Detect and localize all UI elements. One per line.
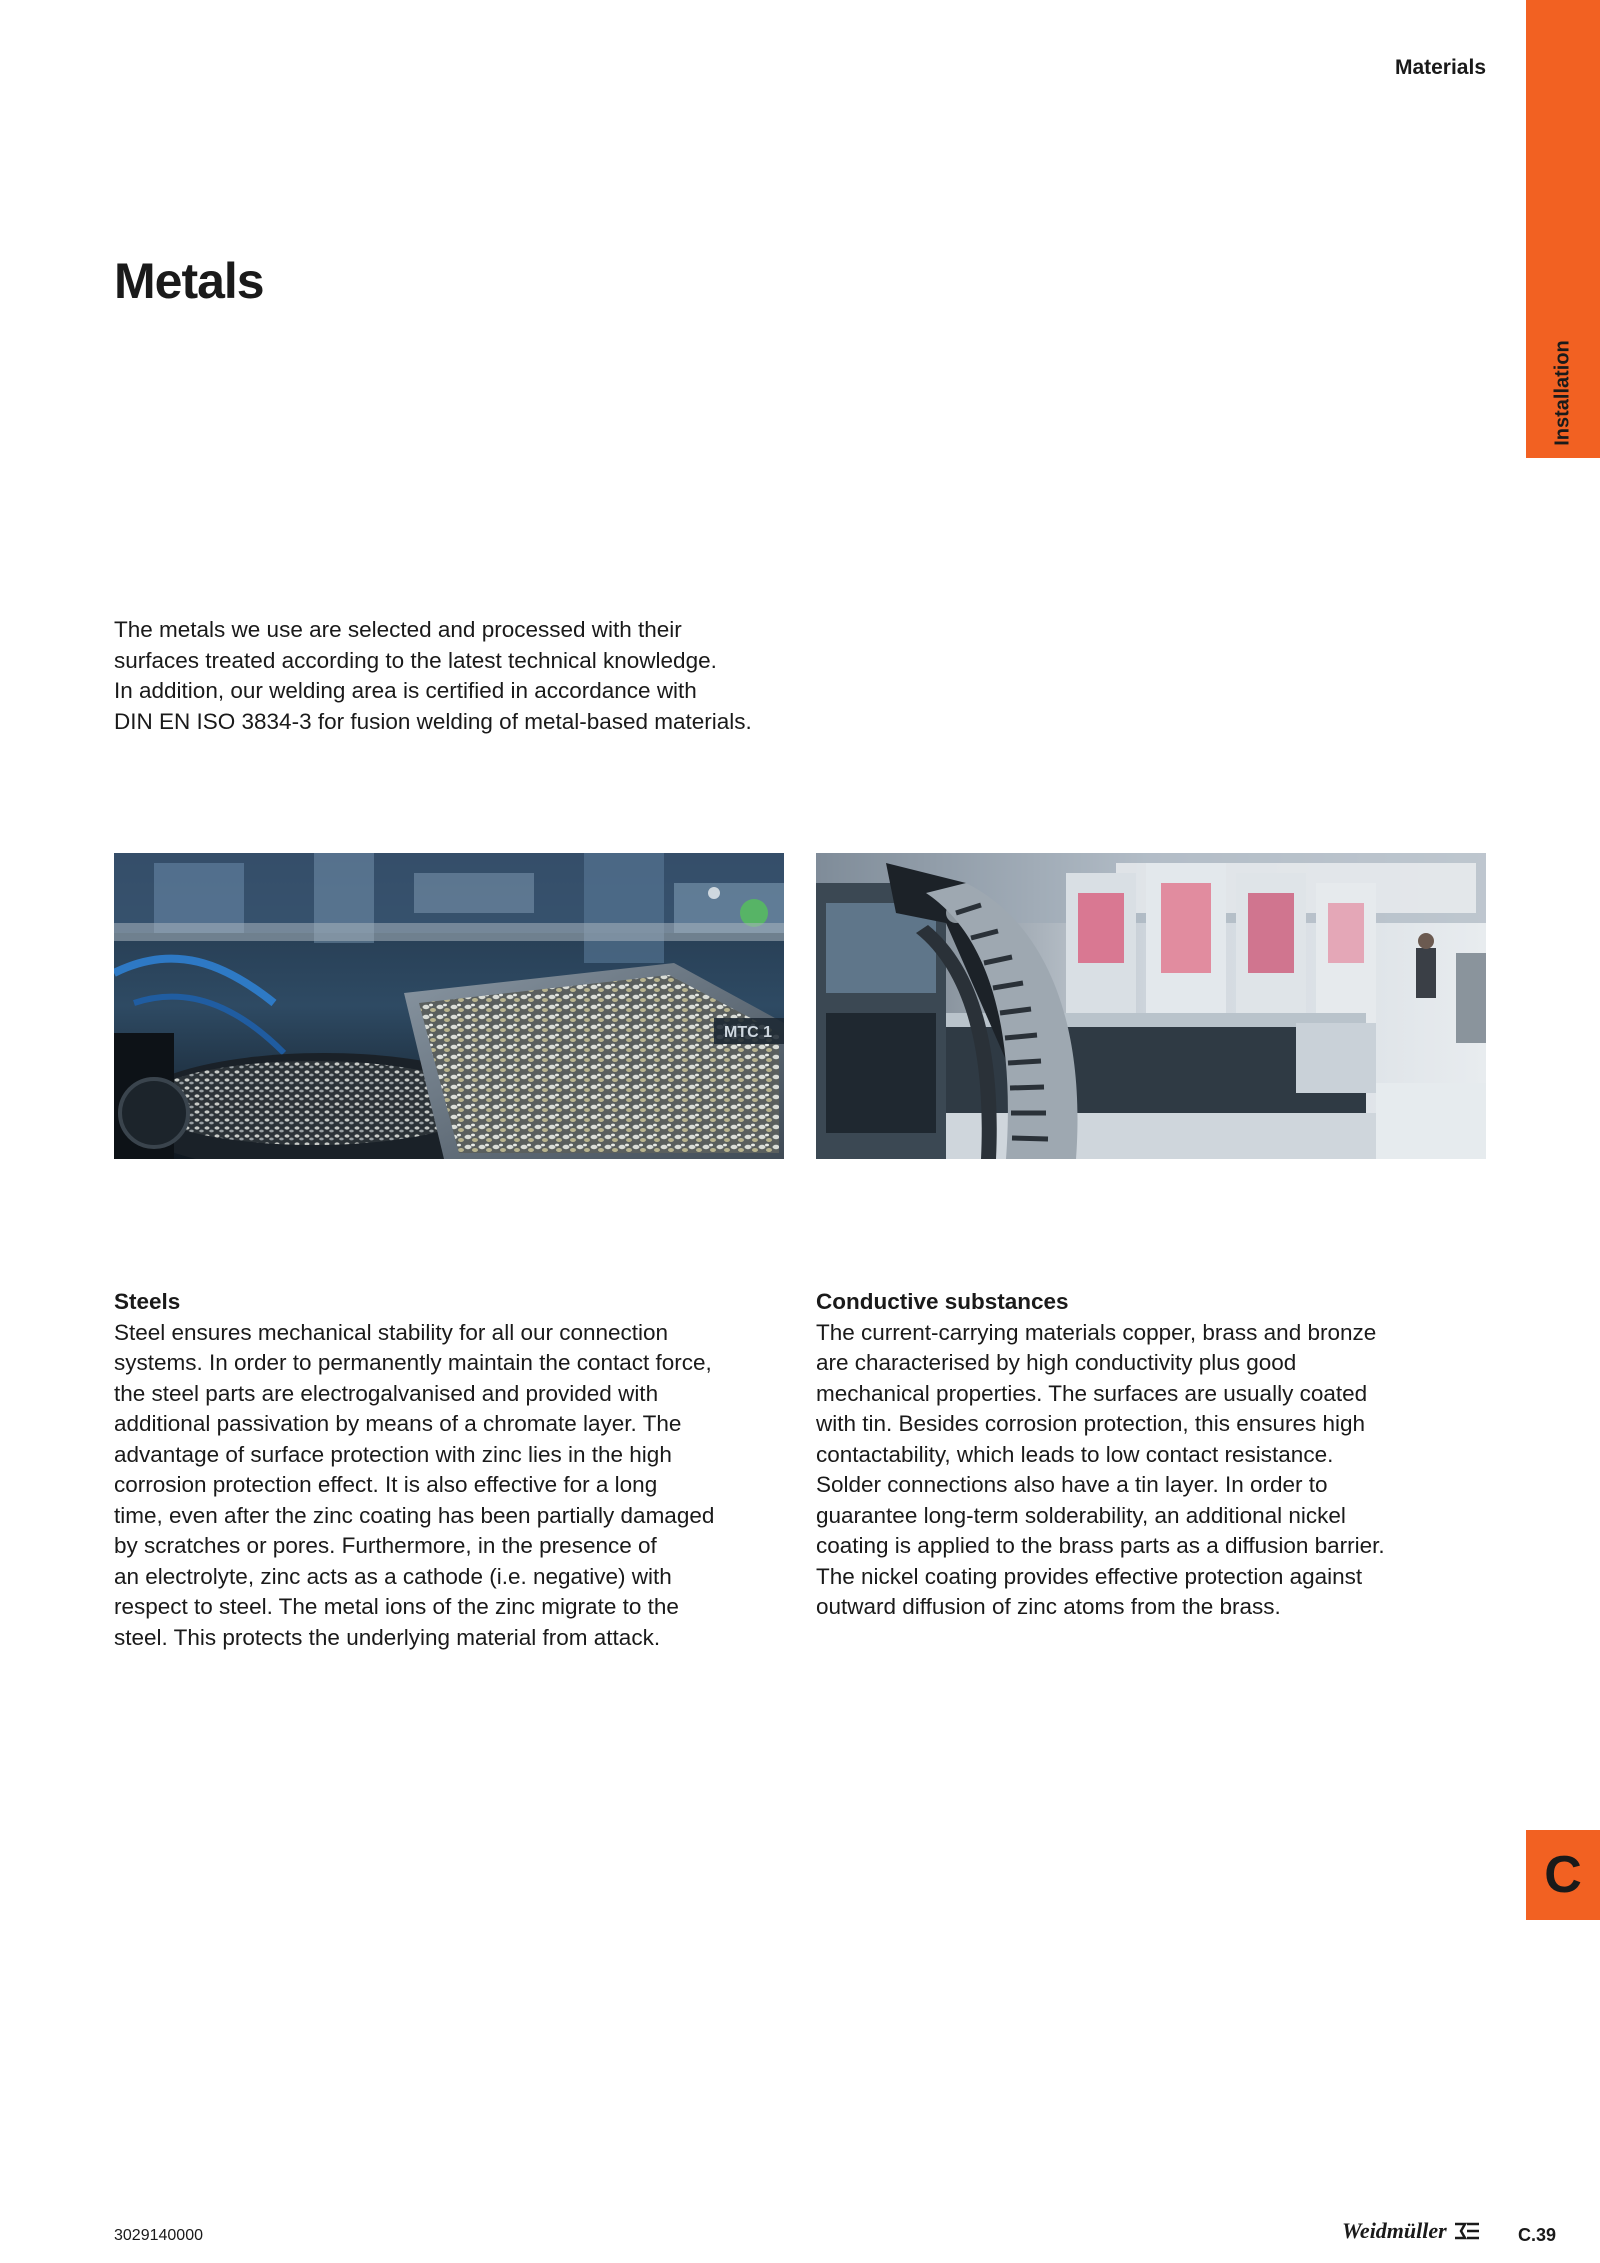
page-number: C.39 xyxy=(1518,2225,1557,2245)
photo-metal-parts-feeder xyxy=(114,853,784,1159)
conductive-line: contactability, which leads to low contact resistance. xyxy=(816,1441,1334,1467)
conductive-line: with tin. Besides corrosion protection, this ensures high xyxy=(816,1411,1366,1436)
conductive-line: are characterised by high conductivity plus good xyxy=(816,1350,1297,1375)
section-label: Materials xyxy=(1394,56,1486,79)
conductive-line: mechanical properties. The surfaces are usually coated xyxy=(816,1380,1368,1406)
intro-paragraph xyxy=(114,615,854,737)
steels-line: Steel ensures mechanical stability for all our connection xyxy=(114,1319,669,1345)
brand-logo xyxy=(1342,2218,1481,2244)
intro-line: surfaces treated according to the latest technical knowledge. xyxy=(114,647,717,673)
steels-body xyxy=(114,1318,784,1654)
steels-line: additional passivation by means of a chromate layer. The xyxy=(114,1411,682,1436)
steels-line: steel. This protects the underlying material from attack. xyxy=(114,1624,661,1650)
conductive-line: Solder connections also have a tin layer. In order to xyxy=(816,1472,1328,1497)
steels-heading: Steels xyxy=(114,1289,181,1314)
photo-production-conveyor xyxy=(816,853,1486,1159)
conductive-section xyxy=(816,1287,1486,1623)
steels-section xyxy=(114,1287,784,1653)
conductive-line: outward diffusion of zinc atoms from the brass. xyxy=(816,1594,1281,1619)
photo-metal-parts-illustration xyxy=(114,853,784,1159)
conductive-line: The current-carrying materials copper, brass and bronze xyxy=(816,1319,1377,1345)
intro-line: In addition, our welding area is certified in accordance with xyxy=(114,678,697,703)
chapter-marker xyxy=(1526,1830,1600,1920)
brand-logo-text: Weidmüller xyxy=(1342,2218,1447,2243)
tray-sign-text: MTC 1 xyxy=(724,1024,772,1041)
steels-line: advantage of surface protection with zinc lies in the high xyxy=(114,1441,672,1467)
steels-line: systems. In order to permanently maintain the contact force, xyxy=(114,1350,712,1375)
steels-line: by scratches or pores. Furthermore, in the presence of xyxy=(114,1533,657,1558)
steels-line: the steel parts are electrogalvanised and provided with xyxy=(114,1380,659,1406)
page-title: Metals xyxy=(114,253,264,309)
steels-line: respect to steel. The metal ions of the zinc migrate to the xyxy=(114,1594,679,1619)
footer-article-number: 3029140000 xyxy=(114,2227,203,2244)
side-tab-label: Installation xyxy=(1551,340,1574,446)
conductive-line: The nickel coating provides effective protection against xyxy=(816,1563,1363,1589)
brand-logo-icon xyxy=(1453,2220,1481,2242)
conductive-body xyxy=(816,1318,1486,1623)
intro-line: DIN EN ISO 3834-3 for fusion welding of metal-based materials. xyxy=(114,708,752,734)
intro-line: The metals we use are selected and processed with their xyxy=(114,617,682,642)
photo-conveyor-illustration xyxy=(816,853,1486,1159)
steels-line: time, even after the zinc coating has been partially damaged xyxy=(114,1502,715,1528)
conductive-line: coating is applied to the brass parts as a diffusion barrier. xyxy=(816,1533,1385,1558)
chapter-letter: C xyxy=(1544,1846,1582,1904)
steels-line: corrosion protection effect. It is also effective for a long xyxy=(114,1472,658,1497)
conductive-heading: Conductive substances xyxy=(816,1289,1069,1314)
conductive-line: guarantee long-term solderability, an additional nickel xyxy=(816,1502,1346,1528)
steels-line: an electrolyte, zinc acts as a cathode (i.e. negative) with xyxy=(114,1563,672,1589)
